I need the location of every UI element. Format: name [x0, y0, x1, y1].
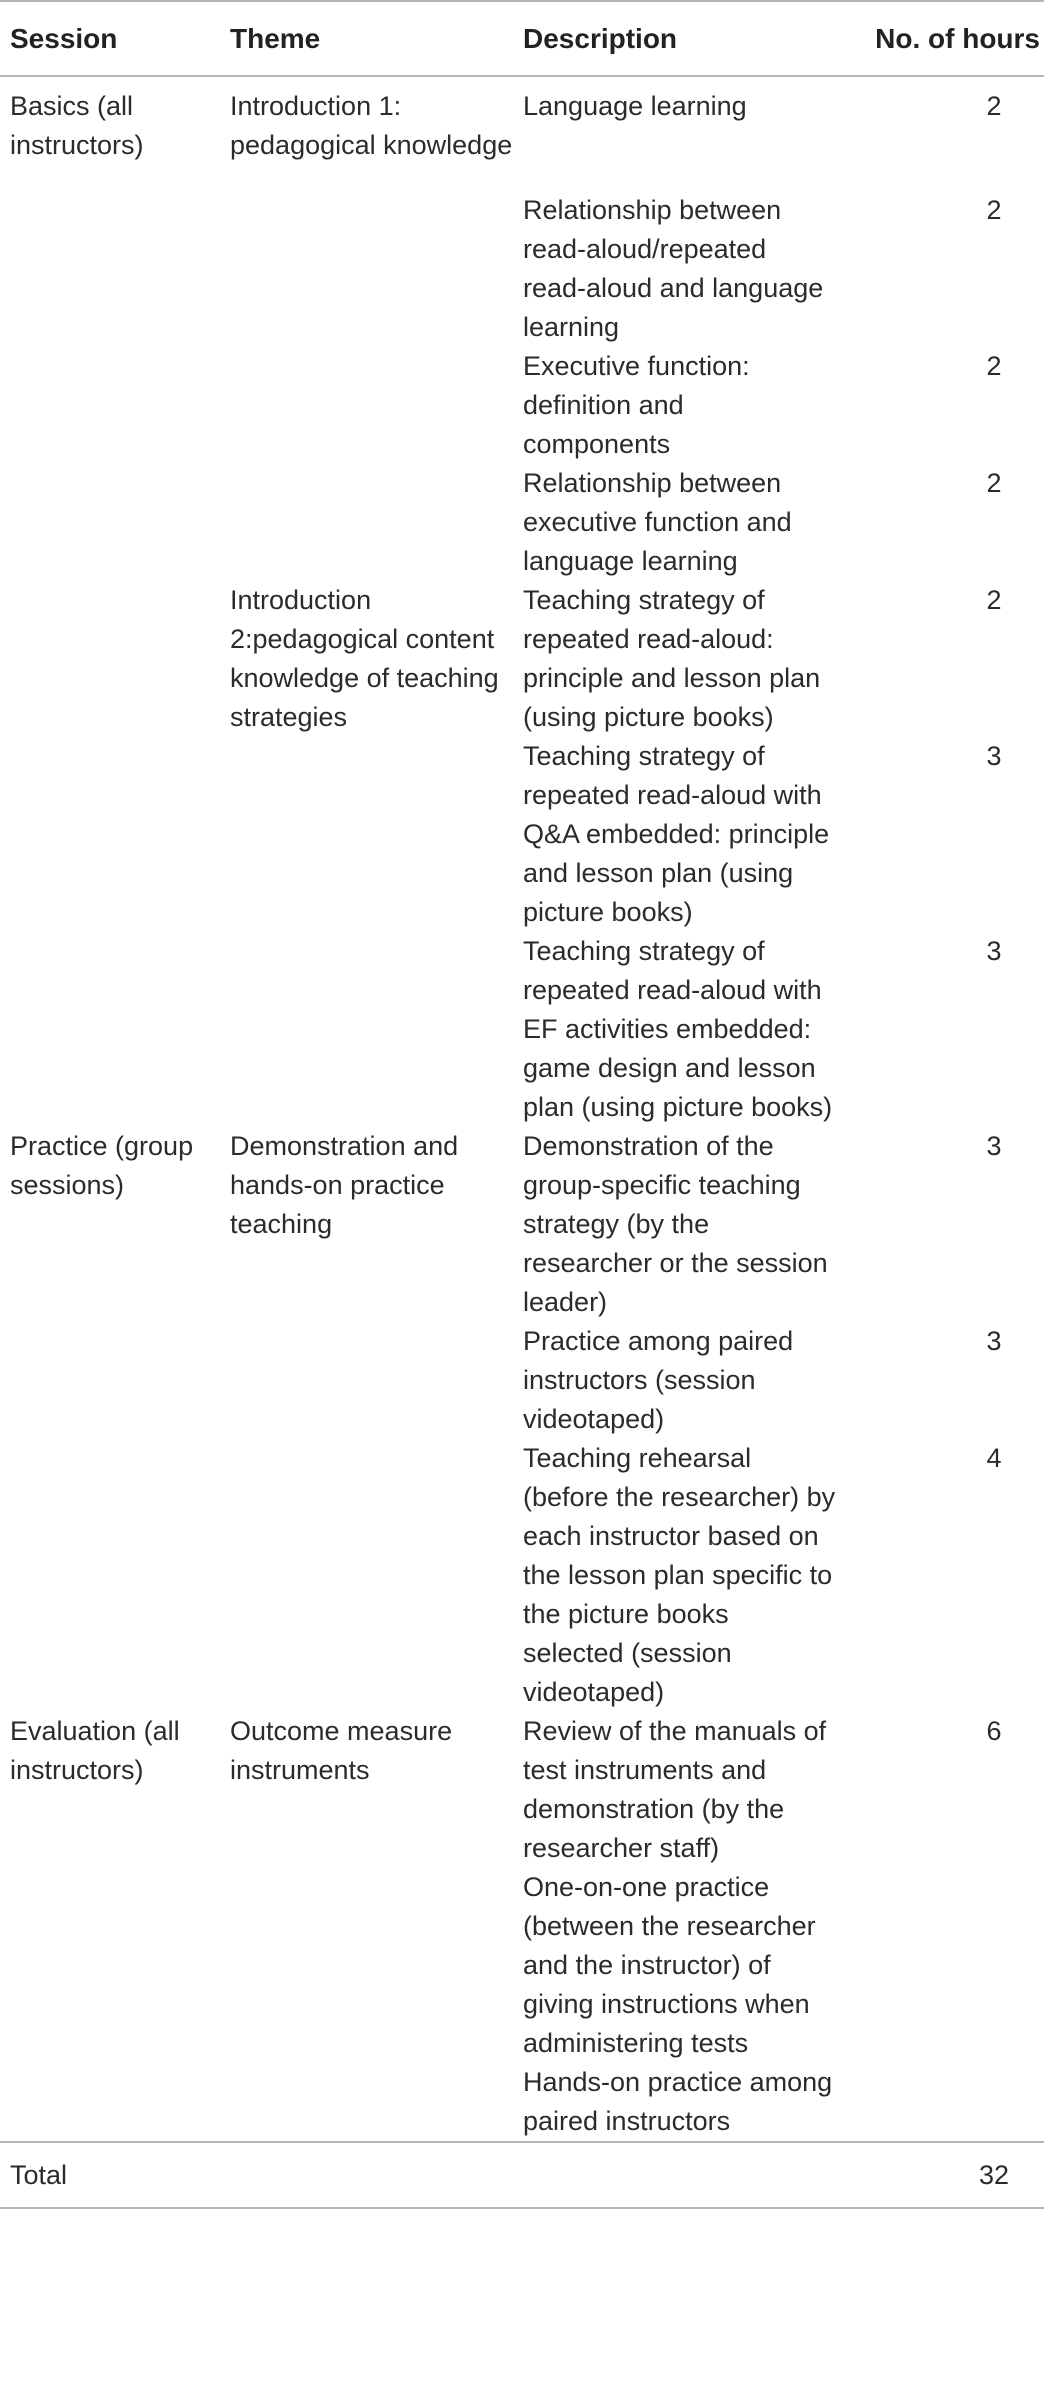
theme-introduction-2: Introduction 2:pedagogical content knowledge of teaching strategies: [230, 585, 499, 732]
description-cell: Demonstration of the group-specific teaching strategy (by the researcher or the session leader): [523, 1131, 828, 1317]
header-hours: No. of hours: [875, 22, 1040, 54]
session-practice: Practice (group sessions): [10, 1131, 194, 1200]
table-body: [0, 76, 1044, 2208]
total-label: Total: [0, 2142, 220, 2208]
hours-cell: 2: [986, 351, 1002, 381]
total-empty-theme: [220, 2142, 513, 2208]
description-cell: Executive function: definition and components: [523, 351, 750, 459]
theme-outcome-measures: Outcome measure instruments: [230, 1716, 453, 1785]
header-session: Session: [10, 22, 118, 54]
header-row: [0, 1, 1044, 76]
description-cell: Teaching strategy of repeated read-aloud with Q&A embedded: principle and lesson plan (using picture books): [523, 741, 830, 927]
hours-cell: 3: [986, 1326, 1002, 1356]
hours-cell: 2: [986, 468, 1002, 498]
total-hours: 32: [854, 2142, 1044, 2208]
hours-cell: 3: [986, 936, 1002, 966]
description-cell: Practice among paired instructors (session videotaped): [523, 1326, 794, 1434]
description-cell: Relationship between executive function and language learning: [523, 468, 792, 576]
session-evaluation: Evaluation (all instructors): [10, 1716, 180, 1785]
hours-cell: [854, 2063, 1044, 2142]
table-row: [0, 1712, 1044, 1868]
theme-demonstration: Demonstration and hands-on practice teaching: [230, 1131, 459, 1239]
session-basics: Basics (all instructors): [10, 91, 144, 160]
description-cell: Teaching rehearsal (before the researcher) by each instructor based on the lesson plan specific to the picture books selected (session videotaped): [523, 1443, 836, 1707]
theme-introduction-1: Introduction 1: pedagogical knowledge: [230, 91, 513, 160]
description-cell: Hands-on practice among paired instructors: [523, 2067, 833, 2136]
table-row: [0, 1127, 1044, 1322]
hours-cell: 2: [986, 585, 1002, 615]
total-empty-description: [513, 2142, 854, 2208]
hours-cell: 2: [986, 91, 1002, 121]
hours-cell: 6: [986, 1716, 1002, 1746]
description-cell: One-on-one practice (between the researcher and the instructor) of giving instructions when administering tests: [523, 1872, 816, 2058]
total-row: [0, 2142, 1044, 2208]
hours-cell: 4: [986, 1443, 1002, 1473]
description-cell: Teaching strategy of repeated read-aloud with EF activities embedded: game design and lesson plan (using picture books): [523, 936, 833, 1122]
hours-cell: 3: [986, 1131, 1002, 1161]
header-description: Description: [523, 22, 678, 54]
hours-cell: 3: [986, 741, 1002, 771]
table-header: [0, 1, 1044, 76]
table-row: [0, 76, 1044, 191]
description-cell: Teaching strategy of repeated read-aloud: principle and lesson plan (using picture books): [523, 585, 821, 732]
hours-cell: [854, 1868, 1044, 2063]
header-theme: Theme: [230, 22, 321, 54]
description-cell: Review of the manuals of test instruments and demonstration (by the researcher staff): [523, 1716, 827, 1863]
description-cell: Language learning: [523, 91, 747, 121]
hours-cell: 2: [986, 195, 1002, 225]
description-cell: Relationship between read-aloud/repeated read-aloud and language learning: [523, 195, 824, 342]
